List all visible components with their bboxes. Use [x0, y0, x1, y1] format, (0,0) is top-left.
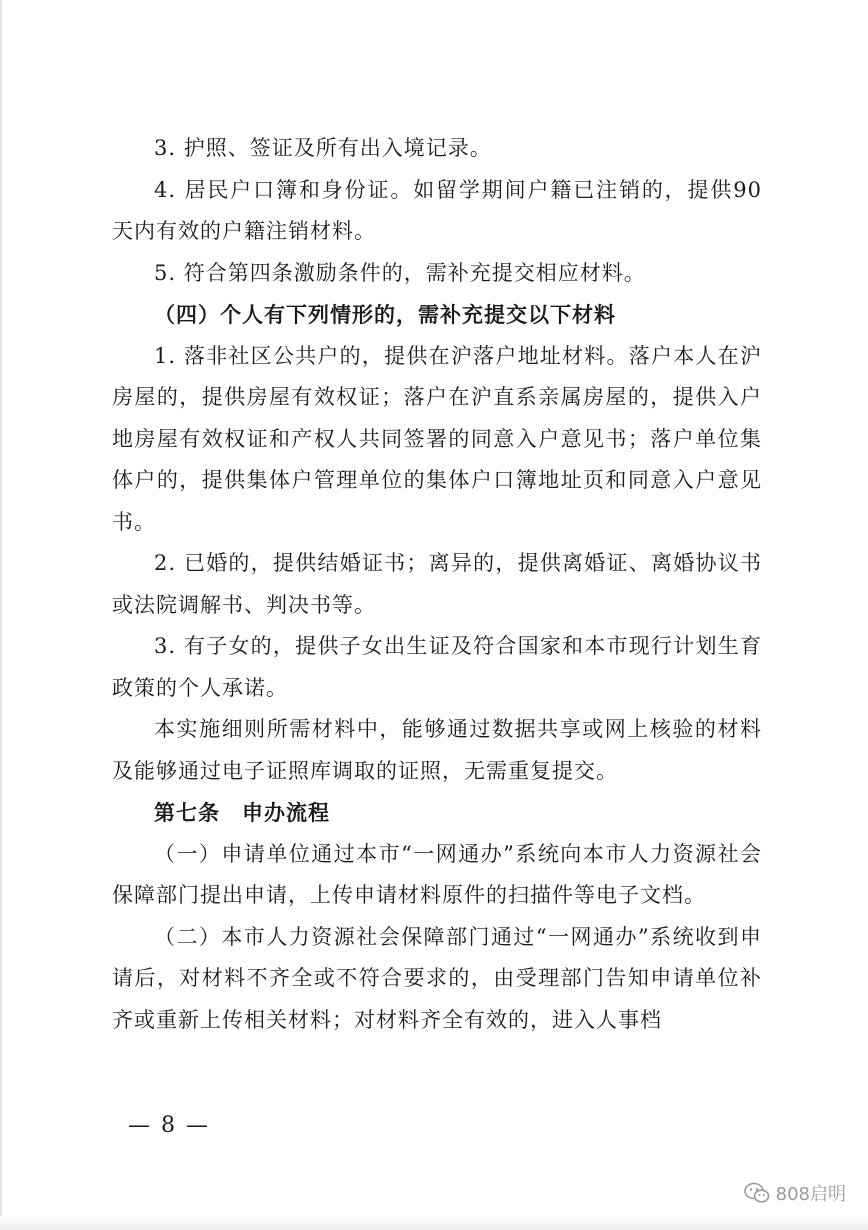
paragraph-process-two: （二）本市人力资源社会保障部门通过“一网通办”系统收到申请后，对材料不齐全或不符合要求的，由受理部门告知申请单位补齐或重新上传相关材料；对材料齐全有效的，进入人事档 [112, 924, 762, 1032]
section-heading-four: （四）个人有下列情形的，需补充提交以下材料 [154, 302, 616, 327]
article-heading-seven: 第七条 申办流程 [154, 800, 330, 825]
document-body [112, 128, 762, 1041]
paragraph-children: 3. 有子女的，提供子女出生证及符合国家和本市现行计划生育政策的个人承诺。 [112, 634, 762, 700]
wechat-icon [744, 1182, 770, 1204]
watermark [744, 1180, 846, 1206]
paragraph-process-one: （一）申请单位通过本市“一网通办”系统向本市人力资源社会保障部门提出申请，上传申请材料原件的扫描件等电子文档。 [112, 841, 762, 907]
paragraph-marriage: 2. 已婚的，提供结婚证书；离异的，提供离婚证、离婚协议书或法院调解书、判决书等。 [112, 551, 762, 617]
page-number: — 8 — [128, 1113, 210, 1138]
paragraph-hukou: 4. 居民户口簿和身份证。如留学期间户籍已注销的，提供90天内有效的户籍注销材料。 [112, 177, 762, 243]
paragraph-data-sharing: 本实施细则所需材料中，能够通过数据共享或网上核验的材料及能够通过电子证照库调取的证照，无需重复提交。 [112, 717, 762, 783]
paragraph-settlement-address: 1. 落非社区公共户的，提供在沪落户地址材料。落户本人在沪房屋的，提供房屋有效权证；落户在沪直系亲属房屋的，提供入户地房屋有效权证和产权人共同签署的同意入户意见书；落户单位集体户的，提供集体户管理单位的集体户口簿地址页和同意入户意见书。 [112, 343, 762, 534]
page-bottom-edge [0, 1216, 868, 1230]
paragraph-passport: 3. 护照、签证及所有出入境记录。 [154, 136, 492, 160]
page-edge [0, 0, 3, 1230]
paragraph-incentive: 5. 符合第四条激励条件的，需补充提交相应材料。 [154, 260, 646, 285]
watermark-text: 808启明 [775, 1184, 846, 1205]
